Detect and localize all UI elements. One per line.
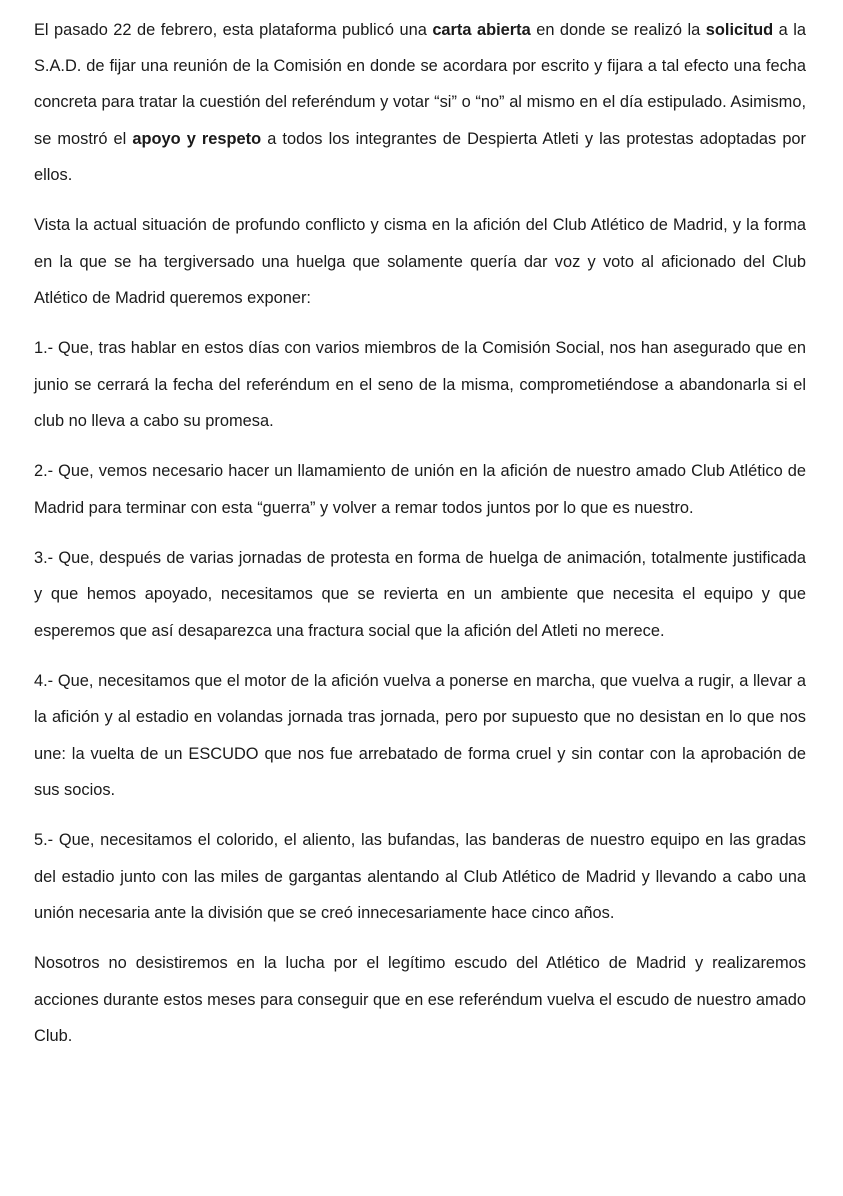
paragraph-point-5 xyxy=(34,822,806,931)
paragraph-point-3 xyxy=(34,540,806,649)
intro-text-4: a todos los integrantes de Despierta Atleti y las protestas adoptadas por ellos. xyxy=(34,129,807,184)
document-body xyxy=(34,12,806,1054)
point-1-text: 1.- Que, tras hablar en estos días con varios miembros de la Comisión Social, nos han asegurado que en junio se cerrará la fecha del referéndum en el seno de la misma, comprometiéndose a abandonarla si el club no lleva a cabo su promesa. xyxy=(34,339,806,430)
point-5-text: 5.- Que, necesitamos el colorido, el aliento, las bufandas, las banderas de nuestro equipo en las gradas del estadio junto con las miles de gargantas alentando al Club Atlético de Madrid y llevando a cabo una unión necesaria ante la división que se creó innecesariamente hace cinco años. xyxy=(34,831,806,922)
paragraph-point-2 xyxy=(34,453,806,525)
point-2-text: 2.- Que, vemos necesario hacer un llamamiento de unión en la afición de nuestro amado Club Atlético de Madrid para terminar con esta “guerra” y volver a remar todos juntos por lo que es nuestro. xyxy=(34,462,806,517)
closing-text: Nosotros no desistiremos en la lucha por el legítimo escudo del Atlético de Madrid y realizaremos acciones durante estos meses para conseguir que en ese referéndum vuelva el escudo de nuestro amado Club. xyxy=(34,954,806,1045)
paragraph-point-4 xyxy=(34,663,806,808)
paragraph-point-1 xyxy=(34,330,806,439)
paragraph-closing xyxy=(34,945,806,1054)
emphasis-carta-abierta: carta abierta xyxy=(432,21,531,39)
intro-text-2: en donde se realizó la xyxy=(530,21,706,39)
emphasis-solicitud: solicitud xyxy=(705,21,774,39)
point-3-text: 3.- Que, después de varias jornadas de protesta en forma de huelga de animación, totalmente justificada y que hemos apoyado, necesitamos que se revierta en un ambiente que necesita el equipo y que esperemos que así desaparezca una fractura social que la afición del Atleti no merece. xyxy=(34,549,806,640)
emphasis-apoyo-y-respeto: apoyo y respeto xyxy=(132,129,262,148)
context-text: Vista la actual situación de profundo conflicto y cisma en la afición del Club Atlético de Madrid, y la forma en la que se ha tergiversado una huelga que solamente quería dar voz y voto al aficionado del Club Atlético de Madrid queremos exponer: xyxy=(34,216,806,307)
point-4-text: 4.- Que, necesitamos que el motor de la afición vuelva a ponerse en marcha, que vuelva a rugir, a llevar a la afición y al estadio en volandas jornada tras jornada, pero por supuesto que no desistan en lo que nos une: la vuelta de un ESCUDO que nos fue arrebatado de forma cruel y sin contar con la aprobación de sus socios. xyxy=(34,672,806,799)
intro-text-3: a la S.A.D. de fijar una reunión de la Comisión en donde se acordara por escrito y fijara a tal efecto una fecha concreta para tratar la cuestión del referéndum y votar “si” o “no” al mismo en el día estipulado. Asimismo, se mostró el xyxy=(34,21,806,148)
paragraph-intro xyxy=(34,12,806,193)
paragraph-context xyxy=(34,207,806,316)
intro-text-1: El pasado 22 de febrero, esta plataforma publicó una xyxy=(34,21,433,39)
